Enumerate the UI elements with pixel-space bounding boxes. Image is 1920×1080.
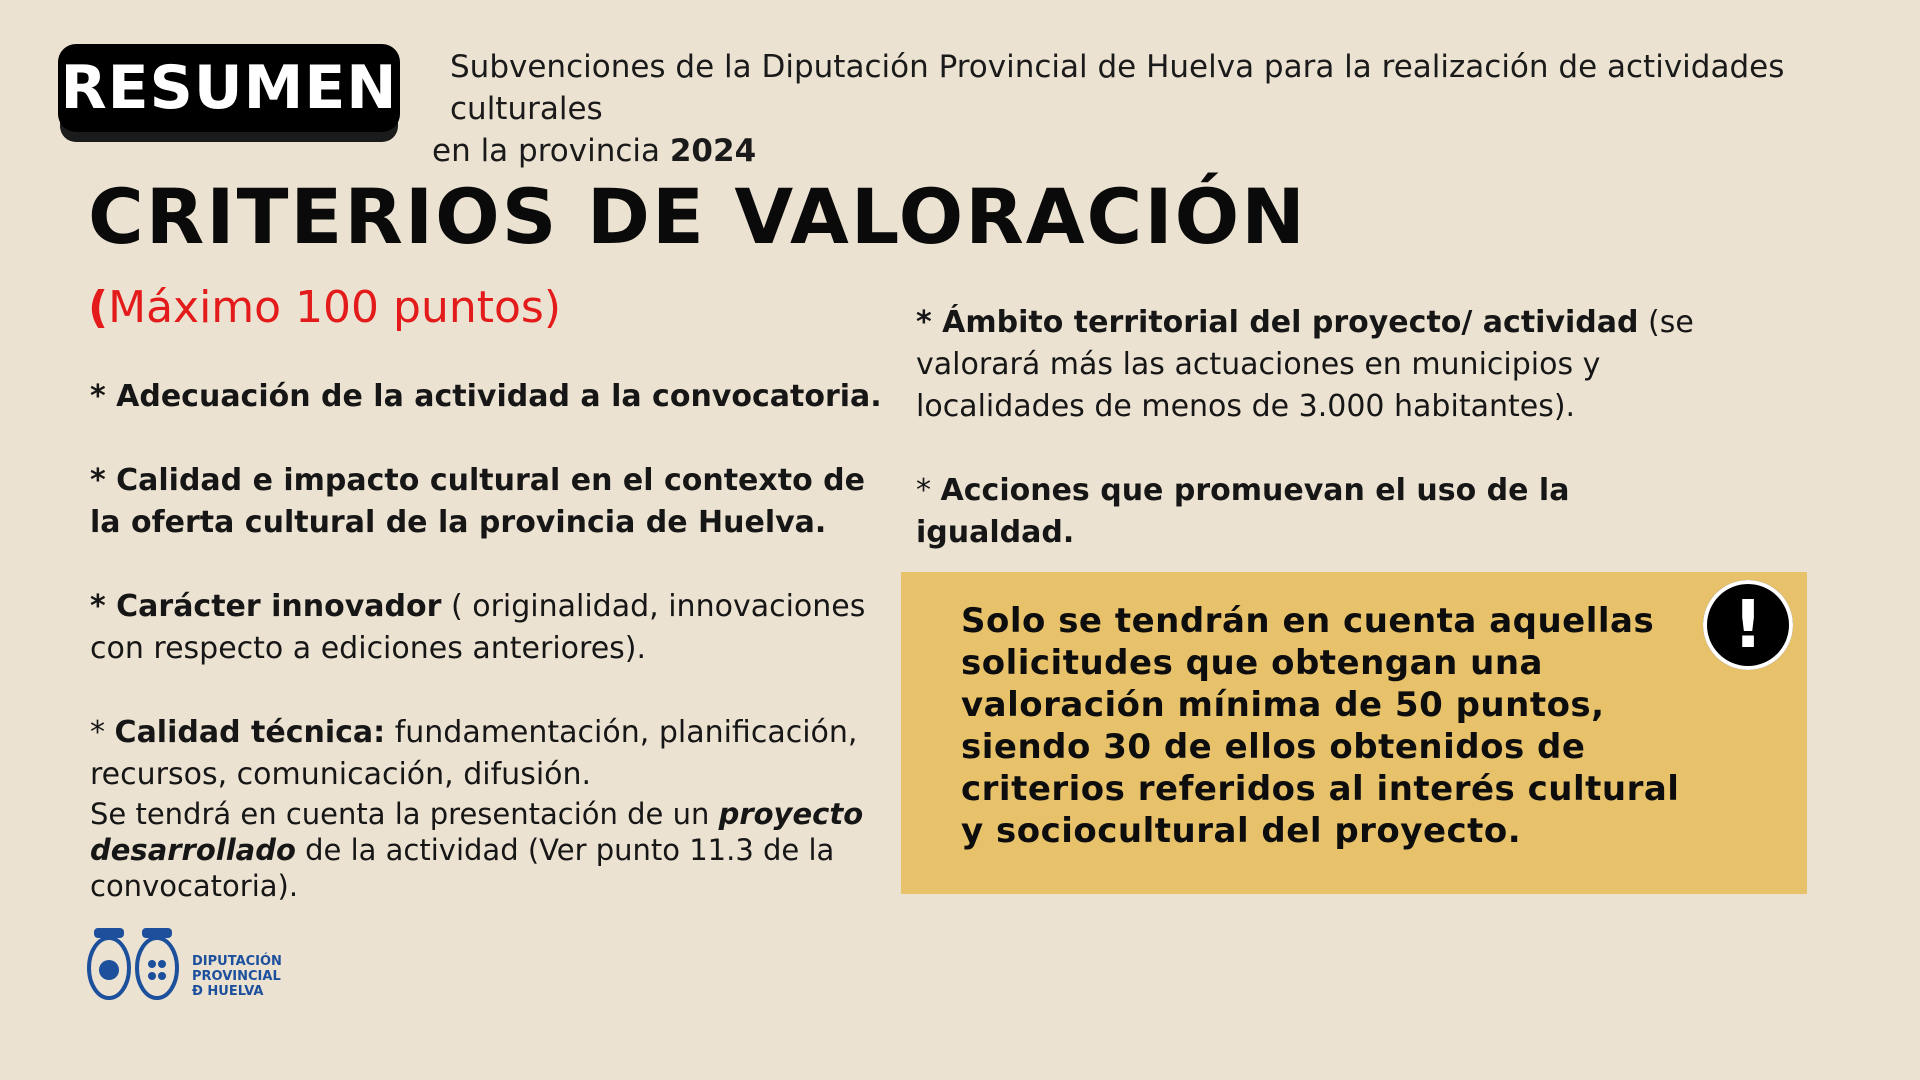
logo-text	[192, 954, 282, 999]
max-points-paren: (	[88, 282, 109, 333]
exclamation-icon	[1703, 580, 1793, 670]
criterion-calidad-tecnica-label: Calidad técnica:	[114, 715, 386, 750]
criterion-innovador	[90, 586, 890, 670]
criterion-igualdad-bullet: *	[916, 473, 941, 508]
logo-text-line-2: PROVINCIAL	[192, 969, 281, 984]
subtitle-line-2: en la provincia	[432, 133, 670, 169]
criterion-innovador-label: * Carácter innovador	[90, 589, 442, 624]
left-criteria-column	[90, 376, 890, 904]
exclamation-glyph: !	[1732, 586, 1764, 663]
criterion-ambito-label: * Ámbito territorial del proyecto/ actividad	[916, 305, 1639, 340]
project-note	[90, 796, 890, 904]
minimum-score-callout	[901, 572, 1807, 894]
logo-text-line-1: DIPUTACIÓN	[192, 954, 282, 969]
resumen-badge: RESUMEN	[58, 44, 400, 132]
coat-of-arms-icon	[82, 924, 186, 1004]
criterion-ambito-detail: (se valorará más las actuaciones en municipios y localidades de menos de 3.000 habitantes).	[916, 305, 1694, 424]
criterion-adecuacion-label: * Adecuación de la actividad a la convocatoria.	[90, 379, 882, 414]
right-criteria-column	[916, 302, 1736, 596]
page-subtitle	[432, 46, 1892, 172]
criterion-calidad-impacto-label: * Calidad e impacto cultural en el contexto de la oferta cultural de la provincia de Huelva.	[90, 463, 865, 540]
max-points-label	[88, 282, 561, 333]
criterion-calidad-tecnica	[90, 712, 890, 796]
project-note-emphasis: proyecto desarrollado	[90, 797, 864, 867]
subtitle-year: 2024	[669, 133, 757, 169]
max-points-text: Máximo 100 puntos)	[108, 282, 561, 333]
criterion-innovador-detail: ( originalidad, innovaciones con respecto a ediciones anteriores).	[90, 589, 866, 666]
criterion-calidad-impacto	[90, 460, 890, 544]
subtitle-line-1: Subvenciones de la Diputación Provincial de Huelva para la realización de actividades culturales	[450, 49, 1785, 127]
project-note-end: de la actividad (Ver punto 11.3 de la convocatoria).	[90, 833, 835, 903]
page-title: CRITERIOS DE VALORACIÓN	[88, 172, 1307, 261]
diputacion-logo	[82, 924, 292, 1004]
logo-text-line-3: Ð HUELVA	[192, 984, 264, 999]
project-note-start: Se tendrá en cuenta la presentación de un	[90, 797, 719, 831]
criterion-adecuacion	[90, 376, 890, 418]
criterion-ambito	[916, 302, 1736, 428]
callout-text: Solo se tendrán en cuenta aquellas solicitudes que obtengan una valoración mínima de 50 puntos, siendo 30 de ellos obtenidos de criterios referidos al interés cultural y sociocultural del proyecto.	[961, 601, 1680, 851]
criterion-igualdad-label: Acciones que promuevan el uso de la igualdad.	[916, 473, 1570, 550]
criterion-calidad-tecnica-detail: fundamentación, planificación, recursos, comunicación, difusión.	[90, 715, 858, 792]
criterion-igualdad	[916, 470, 1736, 554]
criterion-calidad-tecnica-bullet: *	[90, 715, 115, 750]
